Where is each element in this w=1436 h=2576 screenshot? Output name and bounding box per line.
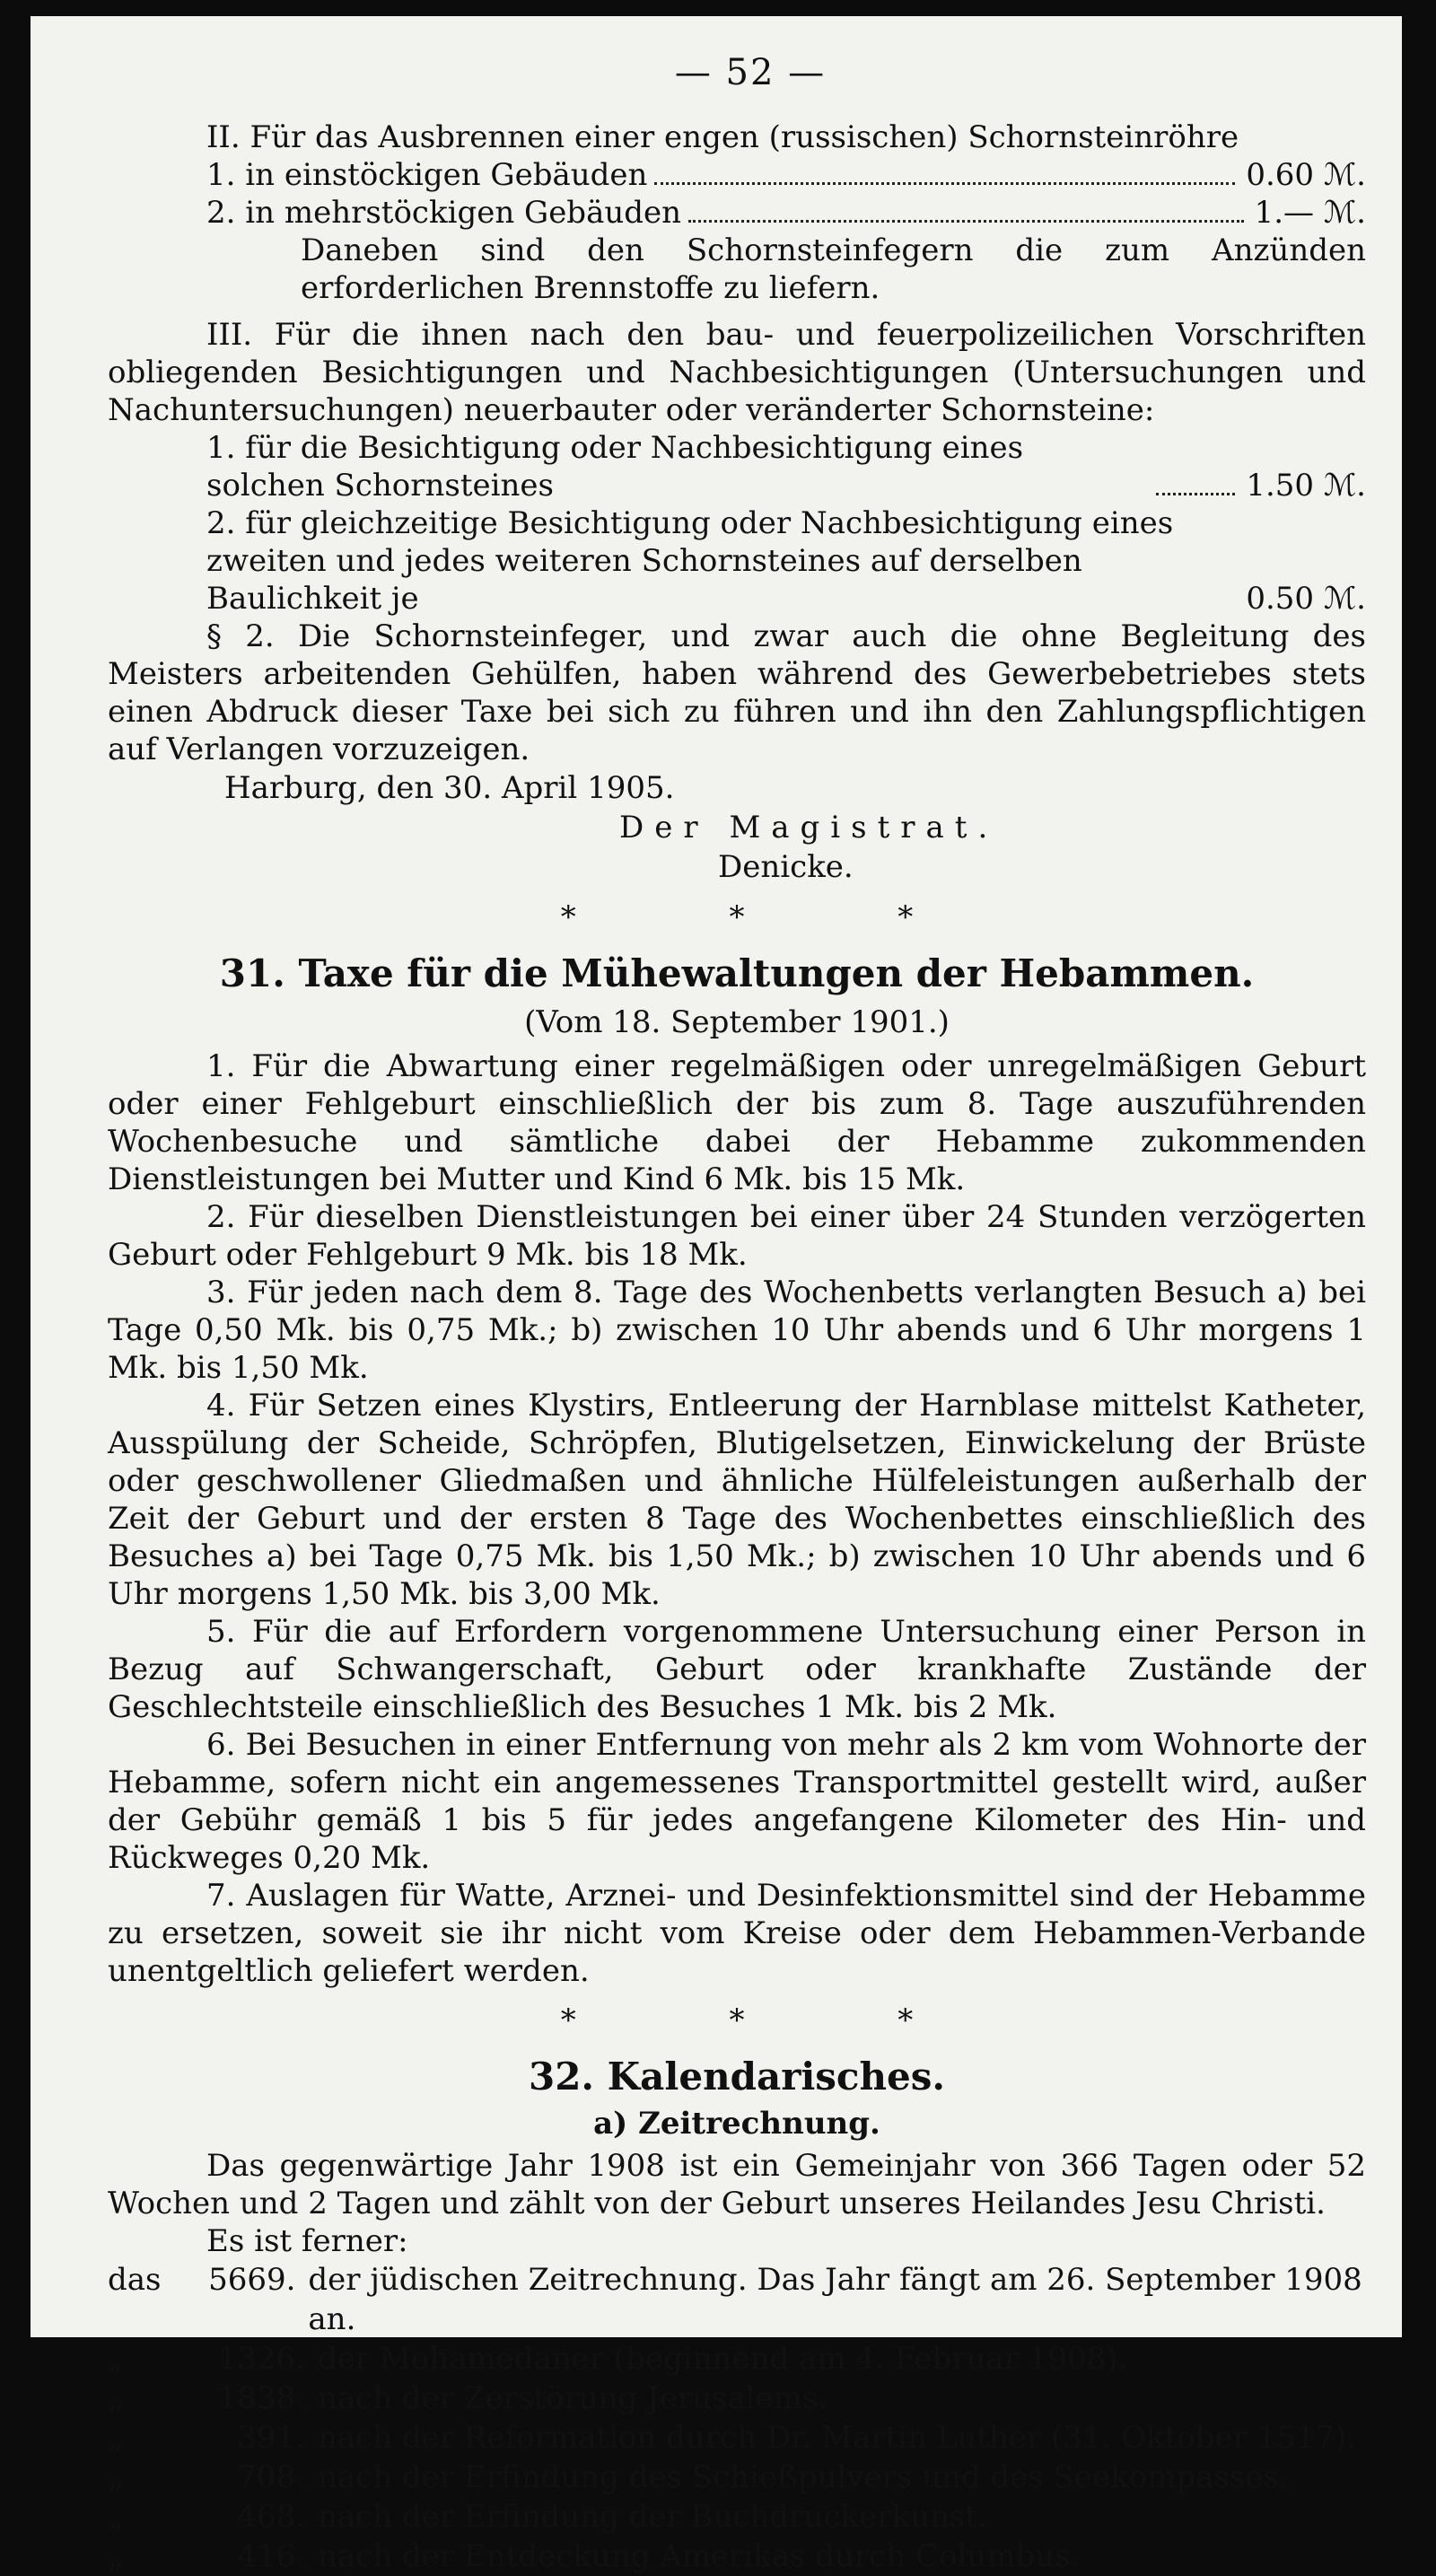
- section-31-title: 31. Taxe für die Mühewaltungen der Hebammen.: [219, 951, 1255, 995]
- year-row: [108, 2497, 1366, 2537]
- page-number: — 52 —: [674, 52, 827, 93]
- year-row: [108, 2260, 1366, 2339]
- dot-leader: [1156, 493, 1235, 495]
- year-text: nach der Erfindung des Schießpulvers und des Seekompasses.: [318, 2459, 1289, 2495]
- year-row: [108, 2339, 1366, 2379]
- year-number: 708.: [237, 2459, 305, 2495]
- item-label: 1. für die Besichtigung oder Nachbesichtigung eines solchen Schornsteines: [206, 430, 1024, 504]
- year-number: 1838.: [217, 2380, 305, 2416]
- dot-leader: [688, 220, 1244, 223]
- section-31-item: 7. Auslagen für Watte, Arznei- und Desinfektionsmittel sind der Hebamme zu ersetzen, soweit sie ihr nicht vom Kreise oder dem Hebammen-Verbande unentgeltlich geliefert werden.: [108, 1878, 1366, 1989]
- item-amount: 0.50 ℳ.: [1246, 581, 1366, 617]
- separator: * * *: [560, 899, 914, 935]
- section-iii-item-2: [108, 504, 1366, 618]
- year-row: [108, 2537, 1366, 2576]
- year-number: 416.: [237, 2538, 305, 2574]
- item-label: 1. in einstöckigen Gebäuden: [206, 157, 648, 193]
- signature-name: Denicke.: [718, 849, 854, 885]
- separator: * * *: [560, 2002, 914, 2038]
- section-31-item: 3. Für jeden nach dem 8. Tage des Wochenbetts verlangten Besuch a) bei Tage 0,50 Mk. bis 0,75 Mk.; b) zwischen 10 Uhr abends und 6 Uhr morgens 1 Mk. bis 1,50 Mk.: [108, 1275, 1366, 1386]
- section-ii-heading: II. Für das Ausbrennen einer engen (russischen) Schornsteinröhre: [206, 119, 1239, 155]
- year-row: [108, 2379, 1366, 2418]
- year-number: 1326.: [217, 2341, 305, 2377]
- section-32-title: 32. Kalendarisches.: [528, 2055, 946, 2098]
- section-31-item: 2. Für dieselben Dienstleistungen bei einer über 24 Stunden verzögerten Geburt oder Fehlgeburt 9 Mk. bis 18 Mk.: [108, 1199, 1366, 1273]
- dot-leader: [654, 182, 1235, 185]
- section-iii-item-1: [108, 429, 1366, 504]
- section-31-item: 6. Bei Besuchen in einer Entfernung von mehr als 2 km vom Wohnorte der Hebamme, sofern nicht ein angemessenes Transportmittel gestellt wird, außer der Gebühr gemäß 1 bis 5 für jedes angefangene Kilometer des Hin- und Rückweges 0,20 Mk.: [108, 1727, 1366, 1876]
- section-31-item: 4. Für Setzen eines Klystirs, Entleerung der Harnblase mittelst Katheter, Ausspülung der Scheide, Schröpfen, Blutigelsetzen, Einwickelung der Brüste oder geschwollener Gliedmaßen und ähnliche Hülfeleistungen außerhalb der Zeit der Geburt und der ersten 8 Tage des Wochenbettes einschließlich des Besuches a) bei Tage 0,75 Mk. bis 1,50 Mk.; b) zwischen 10 Uhr abends und 6 Uhr morgens 1,50 Mk. bis 3,00 Mk.: [108, 1388, 1366, 1612]
- scanned-page: [31, 16, 1402, 2574]
- section-31-item: 5. Für die auf Erfordern vorgenommene Untersuchung einer Person in Bezug auf Schwangerschaft, Geburt oder krankhafte Zustände der Geschlechtsteile einschließlich des Besuches 1 Mk. bis 2 Mk.: [108, 1614, 1366, 1725]
- item-amount: 1.50 ℳ.: [1246, 468, 1366, 504]
- section-ii-item-2: [108, 194, 1366, 232]
- year-prefix: „: [108, 2499, 124, 2535]
- section-32-lead: Es ist ferner:: [206, 2223, 408, 2259]
- year-text: nach der Zerstörung Jerusalems.: [318, 2380, 828, 2416]
- year-text: nach der Erfindung der Buchdruckerkunst.: [318, 2499, 987, 2535]
- item-label: 2. für gleichzeitige Besichtigung oder Nachbesichtigung eines zweiten und jedes weiteren Schornsteines auf derselben Baulichkeit je: [206, 505, 1174, 617]
- year-text: nach der Reformation durch Dr. Martin Luther (31. Oktober 1517).: [318, 2420, 1357, 2456]
- year-number: 468.: [237, 2499, 305, 2535]
- year-prefix: „: [108, 2380, 124, 2416]
- year-text: der Mohamedaner (beginnend am 4. Februar 1908).: [318, 2341, 1128, 2377]
- year-prefix: das: [108, 2262, 162, 2298]
- section-31-item: 1. Für die Abwartung einer regelmäßigen oder unregelmäßigen Geburt oder einer Fehlgeburt einschließlich der bis zum 8. Tage auszuführenden Wochenbesuche und sämtliche dabei der Hebamme zukommenden Dienstleistungen bei Mutter und Kind 6 Mk. bis 15 Mk.: [108, 1048, 1366, 1197]
- section-32-subtitle: a) Zeitrechnung.: [593, 2106, 880, 2142]
- section-ii-note: Daneben sind den Schornsteinfegern die zum Anzünden erforderlichen Brennstoffe zu liefern.: [301, 232, 1366, 306]
- year-prefix: „: [108, 2538, 124, 2574]
- section-31-subtitle: (Vom 18. September 1901.): [524, 1004, 950, 1040]
- year-row: [108, 2458, 1366, 2497]
- signature-authority: Der Magistrat.: [619, 810, 999, 846]
- year-prefix: „: [108, 2459, 124, 2495]
- item-label: 2. in mehrstöckigen Gebäuden: [206, 195, 682, 231]
- year-number: 5669.: [208, 2262, 296, 2298]
- item-amount: 1.— ℳ.: [1254, 195, 1366, 231]
- year-prefix: „: [108, 2341, 124, 2377]
- year-number: 391.: [237, 2420, 305, 2456]
- year-row: [108, 2418, 1366, 2458]
- section-iii-heading: III. Für die ihnen nach den bau- und feuerpolizeilichen Vorschriften obliegenden Besichtigungen und Nachbesichtigungen (Untersuchungen und Nachuntersuchungen) neuerbauter oder veränderter Schornsteine:: [108, 317, 1366, 428]
- section-32-intro: Das gegenwärtige Jahr 1908 ist ein Gemeinjahr von 366 Tagen oder 52 Wochen und 2 Tagen und zählt von der Geburt unseres Heilandes Jesu Christi.: [108, 2148, 1366, 2221]
- item-amount: 0.60 ℳ.: [1246, 157, 1366, 193]
- year-text: der jüdischen Zeitrechnung. Das Jahr fängt am 26. September 1908 an.: [308, 2262, 1362, 2337]
- section-ii-item-1: [108, 156, 1366, 194]
- year-text: nach der Entdeckung Amerikas durch Columbus.: [318, 2538, 1081, 2574]
- signature-place-date: Harburg, den 30. April 1905.: [224, 770, 675, 806]
- paragraph-2: § 2. Die Schornsteinfeger, und zwar auch die ohne Begleitung des Meisters arbeitenden Gehülfen, haben während des Gewerbebetriebes stets einen Abdruck dieser Taxe bei sich zu führen und ihn den Zahlungspflichtigen auf Verlangen vorzuzeigen.: [108, 618, 1366, 767]
- year-prefix: „: [108, 2420, 124, 2456]
